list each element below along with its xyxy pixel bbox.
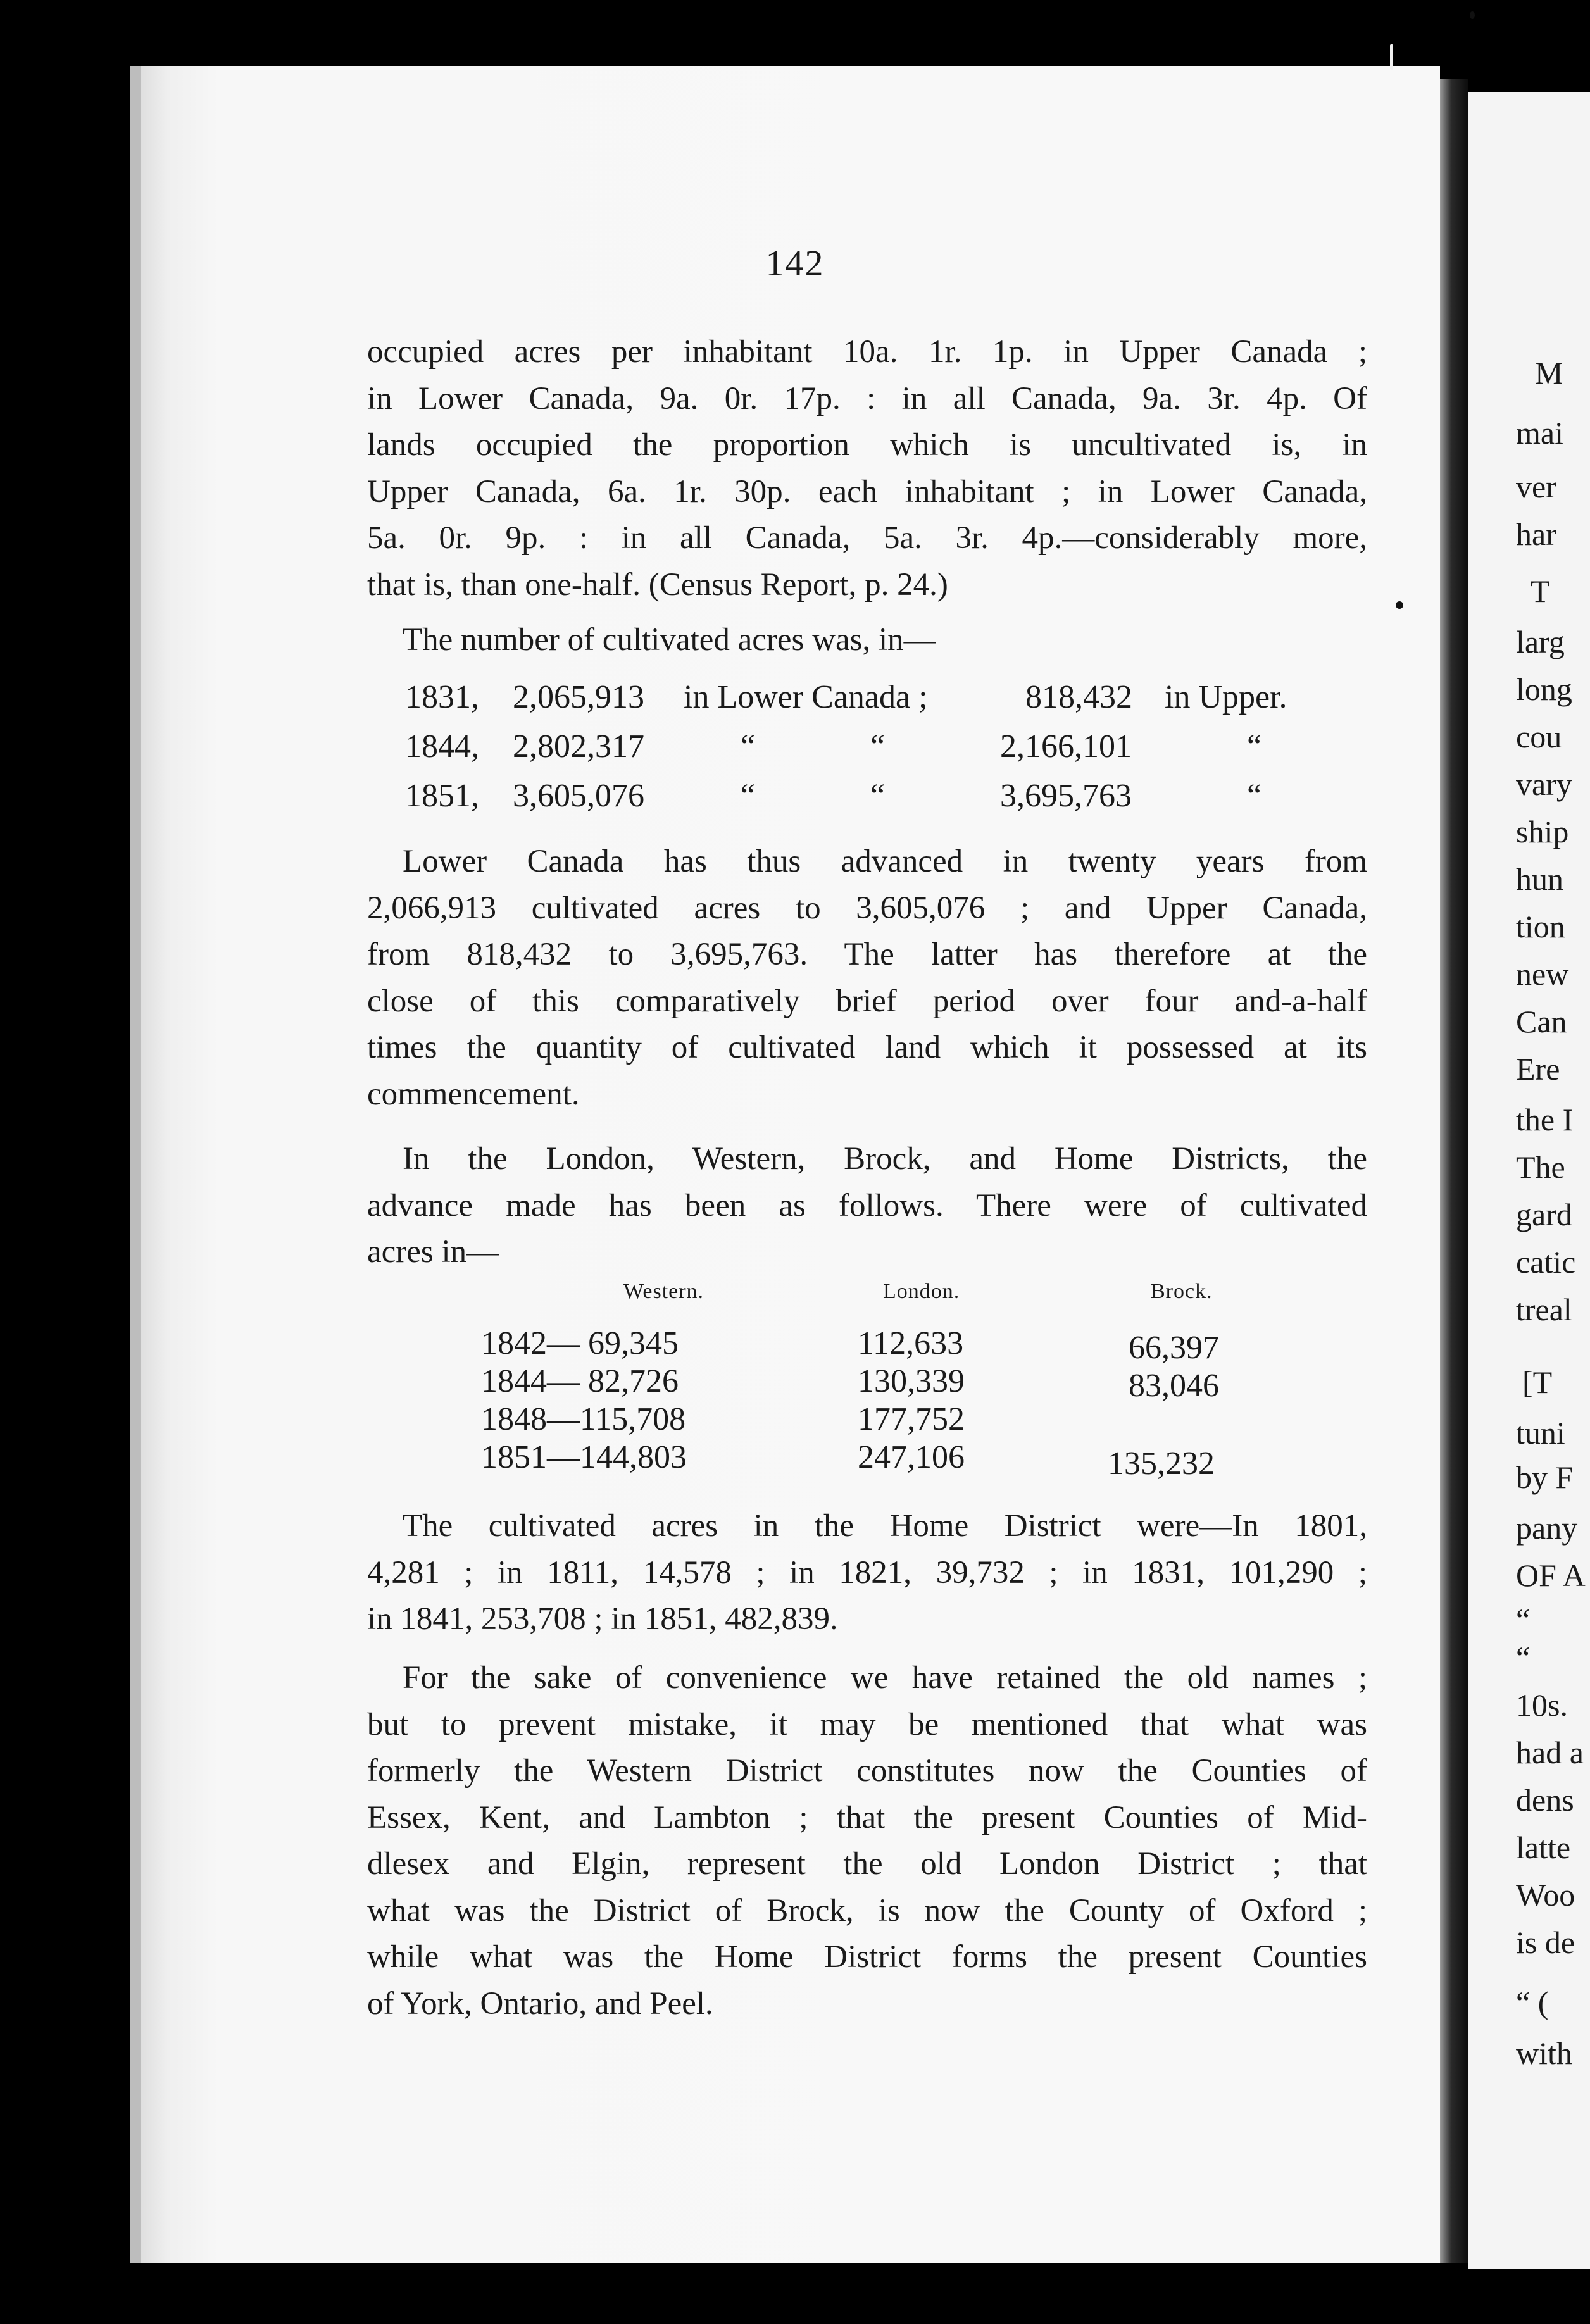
upper-value: 3,695,763	[1000, 778, 1132, 814]
right-page-line-fragment: 10s.	[1516, 1687, 1568, 1723]
right-page-line-fragment: [T	[1522, 1365, 1553, 1400]
text-line: acres in—	[367, 1234, 499, 1270]
right-page-line-fragment: dens	[1516, 1782, 1574, 1818]
text-line: from 818,432 to 3,695,763. The latter has therefore at the	[367, 937, 1367, 972]
text-line: In the London, Western, Brock, and Home Districts, the	[403, 1141, 1367, 1177]
right-page-line-fragment: had a	[1516, 1735, 1584, 1770]
scan-speck	[1396, 601, 1403, 609]
right-page-line-fragment: gard	[1516, 1197, 1572, 1232]
lower-value: 3,605,076	[513, 778, 644, 814]
text-line: Essex, Kent, and Lambton ; that the present Counties of Mid-	[367, 1799, 1367, 1835]
right-page-line-fragment: with	[1516, 2035, 1572, 2071]
text-line: For the sake of convenience we have retained the old names ;	[403, 1660, 1367, 1696]
ditto-mark: “	[741, 778, 756, 814]
paragraph-5	[367, 1503, 1367, 1643]
right-page-line-fragment: vary	[1516, 766, 1572, 802]
right-page-line-fragment: pany	[1516, 1510, 1578, 1546]
row-year: 1831,	[405, 679, 479, 715]
text-line: while what was the Home District forms the present Counties	[367, 1939, 1367, 1975]
table-row-label: 1848—115,708	[481, 1401, 686, 1437]
table-row-label: 1844— 82,726	[481, 1363, 679, 1399]
cultivated-row	[405, 678, 1329, 723]
page-number: 142	[765, 242, 825, 284]
right-page-line-fragment: tion	[1516, 909, 1565, 944]
table-cell-london: 130,339	[858, 1363, 965, 1399]
right-page-line-fragment: “ (	[1516, 1985, 1549, 2020]
column-header-london: London.	[883, 1280, 960, 1303]
text-line: The number of cultivated acres was, in—	[403, 622, 936, 658]
table-cell-london: 247,106	[858, 1439, 965, 1475]
right-page-line-fragment: new	[1516, 956, 1569, 992]
right-page-line-fragment: cou	[1516, 719, 1562, 754]
text-line: of York, Ontario, and Peel.	[367, 1985, 713, 2021]
table-row-label: 1842— 69,345	[481, 1325, 679, 1361]
text-line: dlesex and Elgin, represent the old London District ; that	[367, 1846, 1367, 1882]
right-page-line-fragment: M	[1535, 355, 1563, 390]
paragraph-2	[367, 617, 1367, 664]
text-line: 5a. 0r. 9p. : in all Canada, 5a. 3r. 4p.—considerably more,	[367, 520, 1367, 556]
text-line: advance made has been as follows. There were of cultivated	[367, 1187, 1367, 1223]
ditto-mark: “	[1247, 728, 1262, 765]
scan-speck	[1470, 11, 1475, 19]
text-line: Lower Canada has thus advanced in twenty years from	[403, 844, 1367, 879]
column-header-western: Western.	[623, 1280, 704, 1303]
right-page-line-fragment: treal	[1516, 1292, 1572, 1327]
right-page-line-fragment: tuni	[1516, 1415, 1565, 1451]
text-line: times the quantity of cultivated land which it possessed at its	[367, 1030, 1367, 1065]
table-cell-brock: 66,397	[1129, 1330, 1219, 1366]
right-page-line-fragment: The	[1516, 1149, 1565, 1185]
text-line: The cultivated acres in the Home District were—In 1801,	[403, 1508, 1367, 1544]
right-page-line-fragment: by F	[1516, 1459, 1574, 1495]
row-mid-text: in Lower Canada ;	[684, 679, 928, 715]
text-line: close of this comparatively brief period over four and-a-half	[367, 983, 1367, 1019]
right-page-line-fragment: is de	[1516, 1925, 1575, 1960]
right-page-line-fragment: Woo	[1516, 1877, 1575, 1913]
right-page-line-fragment: Ere	[1516, 1051, 1560, 1087]
right-page-line-fragment: hun	[1516, 861, 1563, 897]
ditto-mark: “	[870, 778, 886, 814]
lower-value: 2,802,317	[513, 728, 644, 765]
scan-speck	[1390, 44, 1393, 70]
text-line: what was the District of Brock, is now the County of Oxford ;	[367, 1892, 1367, 1928]
right-page-line-fragment: the I	[1516, 1102, 1574, 1137]
text-line: 2,066,913 cultivated acres to 3,605,076 ; and Upper Canada,	[367, 890, 1367, 926]
ditto-mark: “	[870, 728, 886, 765]
text-line: formerly the Western District constitutes now the Counties of	[367, 1753, 1367, 1789]
right-page-line-fragment: har	[1516, 516, 1556, 552]
text-line: occupied acres per inhabitant 10a. 1r. 1p. in Upper Canada ;	[367, 334, 1367, 370]
text-line: commencement.	[367, 1076, 580, 1112]
row-year: 1851,	[405, 778, 479, 814]
paragraph-4	[367, 1136, 1367, 1276]
table-row-label: 1851—144,803	[481, 1439, 687, 1475]
ditto-mark: “	[741, 728, 756, 765]
paragraph-6	[367, 1655, 1367, 2027]
right-page-line-fragment: OF A	[1516, 1558, 1586, 1593]
text-line: that is, than one-half. (Census Report, p. 24.)	[367, 566, 948, 603]
book-gutter	[1440, 79, 1468, 2263]
paragraph-1	[367, 329, 1367, 608]
right-page-line-fragment: “	[1516, 1602, 1531, 1637]
left-page-edge	[130, 66, 141, 2263]
right-page-line-fragment: latte	[1516, 1830, 1571, 1865]
upper-value: 2,166,101	[1000, 728, 1132, 765]
ditto-mark: “	[1247, 778, 1262, 814]
upper-value: 818,432	[1025, 679, 1132, 715]
right-page-line-fragment: ver	[1516, 469, 1556, 504]
column-header-brock: Brock.	[1151, 1280, 1213, 1303]
right-page-line-fragment: catic	[1516, 1244, 1576, 1280]
paragraph-3	[367, 839, 1367, 1118]
text-line: but to prevent mistake, it may be mentioned that what was	[367, 1706, 1367, 1742]
right-page-line-fragment: mai	[1516, 415, 1563, 451]
right-page-line-fragment: Can	[1516, 1004, 1567, 1039]
text-line: in Lower Canada, 9a. 0r. 17p. : in all Canada, 9a. 3r. 4p. Of	[367, 380, 1367, 416]
text-line: lands occupied the proportion which is uncultivated is, in	[367, 427, 1367, 463]
right-page-line-fragment: larg	[1516, 624, 1565, 659]
text-line: 4,281 ; in 1811, 14,578 ; in 1821, 39,732 ; in 1831, 101,290 ;	[367, 1554, 1367, 1590]
row-suffix: in Upper.	[1165, 679, 1287, 715]
text-line: Upper Canada, 6a. 1r. 30p. each inhabitant ; in Lower Canada,	[367, 473, 1367, 509]
table-cell-london: 177,752	[858, 1401, 965, 1437]
table-cell-brock: 135,232	[1108, 1446, 1215, 1482]
right-page-line-fragment: ship	[1516, 814, 1569, 849]
right-page-line-fragment: “	[1516, 1640, 1531, 1675]
right-page-line-fragment: long	[1516, 672, 1572, 707]
cultivated-row	[405, 777, 1329, 822]
lower-value: 2,065,913	[513, 679, 644, 715]
row-year: 1844,	[405, 728, 479, 765]
text-line: in 1841, 253,708 ; in 1851, 482,839.	[367, 1601, 838, 1637]
right-page-line-fragment: T	[1531, 573, 1550, 609]
table-cell-brock: 83,046	[1129, 1368, 1219, 1404]
cultivated-row	[405, 728, 1329, 772]
table-cell-london: 112,633	[858, 1325, 964, 1361]
